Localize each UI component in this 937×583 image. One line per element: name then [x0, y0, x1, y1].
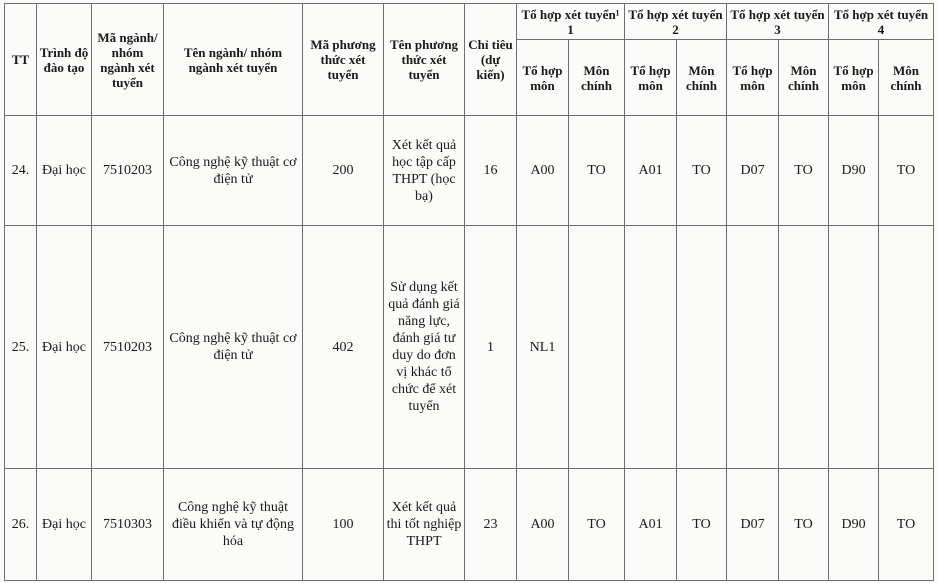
cell-method-code: 402: [303, 226, 384, 469]
header-combo-1: Tổ hợp xét tuyển¹ 1: [517, 4, 625, 40]
cell-combo-1: A00: [517, 116, 569, 226]
header-level: Trình độ đào tạo: [37, 4, 92, 116]
cell-major-code: 7510303: [92, 469, 164, 581]
header-method-name: Tên phương thức xét tuyển: [384, 4, 465, 116]
cell-method-code: 100: [303, 469, 384, 581]
cell-main-1: [569, 226, 625, 469]
cell-major-name: Công nghệ kỹ thuật cơ điện tử: [164, 226, 303, 469]
admissions-table: [4, 3, 934, 581]
cell-tt: 26.: [5, 469, 37, 581]
header-main-subject: Môn chính: [677, 40, 727, 116]
header-combo-3: Tổ hợp xét tuyển 3: [727, 4, 829, 40]
cell-method-name: Xét kết quả thi tốt nghiệp THPT: [384, 469, 465, 581]
header-combo-2: Tổ hợp xét tuyển 2: [625, 4, 727, 40]
cell-major-name: Công nghệ kỹ thuật cơ điện tử: [164, 116, 303, 226]
cell-main-2: TO: [677, 469, 727, 581]
header-quota: Chỉ tiêu (dự kiến): [465, 4, 517, 116]
cell-combo-2: A01: [625, 116, 677, 226]
header-major-code: Mã ngành/ nhóm ngành xét tuyển: [92, 4, 164, 116]
cell-combo-3: D07: [727, 469, 779, 581]
cell-quota: 23: [465, 469, 517, 581]
cell-combo-1: A00: [517, 469, 569, 581]
header-main-subject: Môn chính: [569, 40, 625, 116]
header-combo-subjects: Tổ hợp môn: [517, 40, 569, 116]
cell-main-4: TO: [879, 116, 934, 226]
cell-main-4: [879, 226, 934, 469]
table-row: [5, 469, 934, 581]
cell-combo-1: NL1: [517, 226, 569, 469]
cell-main-1: TO: [569, 116, 625, 226]
cell-combo-3: D07: [727, 116, 779, 226]
cell-method-code: 200: [303, 116, 384, 226]
header-combo-subjects: Tổ hợp môn: [625, 40, 677, 116]
cell-combo-3: [727, 226, 779, 469]
header-main-subject: Môn chính: [779, 40, 829, 116]
header-method-code: Mã phương thức xét tuyển: [303, 4, 384, 116]
cell-method-name: Sử dụng kết quả đánh giá năng lực, đánh giá tư duy do đơn vị khác tổ chức để xét tuyển: [384, 226, 465, 469]
cell-tt: 25.: [5, 226, 37, 469]
cell-main-2: [677, 226, 727, 469]
cell-combo-2: A01: [625, 469, 677, 581]
header-main-subject: Môn chính: [879, 40, 934, 116]
cell-main-2: TO: [677, 116, 727, 226]
cell-quota: 1: [465, 226, 517, 469]
header-combo-4: Tổ hợp xét tuyển 4: [829, 4, 934, 40]
cell-combo-4: D90: [829, 469, 879, 581]
cell-main-3: [779, 226, 829, 469]
cell-combo-2: [625, 226, 677, 469]
header-tt: TT: [5, 4, 37, 116]
header-combo-subjects: Tổ hợp môn: [727, 40, 779, 116]
cell-level: Đại học: [37, 226, 92, 469]
cell-level: Đại học: [37, 116, 92, 226]
cell-major-code: 7510203: [92, 226, 164, 469]
cell-major-code: 7510203: [92, 116, 164, 226]
cell-quota: 16: [465, 116, 517, 226]
header-major-name: Tên ngành/ nhóm ngành xét tuyển: [164, 4, 303, 116]
header-row-top: [5, 4, 934, 40]
cell-main-4: TO: [879, 469, 934, 581]
table-row: [5, 226, 934, 469]
cell-main-3: TO: [779, 469, 829, 581]
table-row: [5, 116, 934, 226]
cell-main-1: TO: [569, 469, 625, 581]
header-combo-subjects: Tổ hợp môn: [829, 40, 879, 116]
cell-combo-4: [829, 226, 879, 469]
cell-major-name: Công nghệ kỹ thuật điều khiển và tự động hóa: [164, 469, 303, 581]
cell-level: Đại học: [37, 469, 92, 581]
cell-tt: 24.: [5, 116, 37, 226]
cell-main-3: TO: [779, 116, 829, 226]
cell-method-name: Xét kết quả học tập cấp THPT (học bạ): [384, 116, 465, 226]
cell-combo-4: D90: [829, 116, 879, 226]
